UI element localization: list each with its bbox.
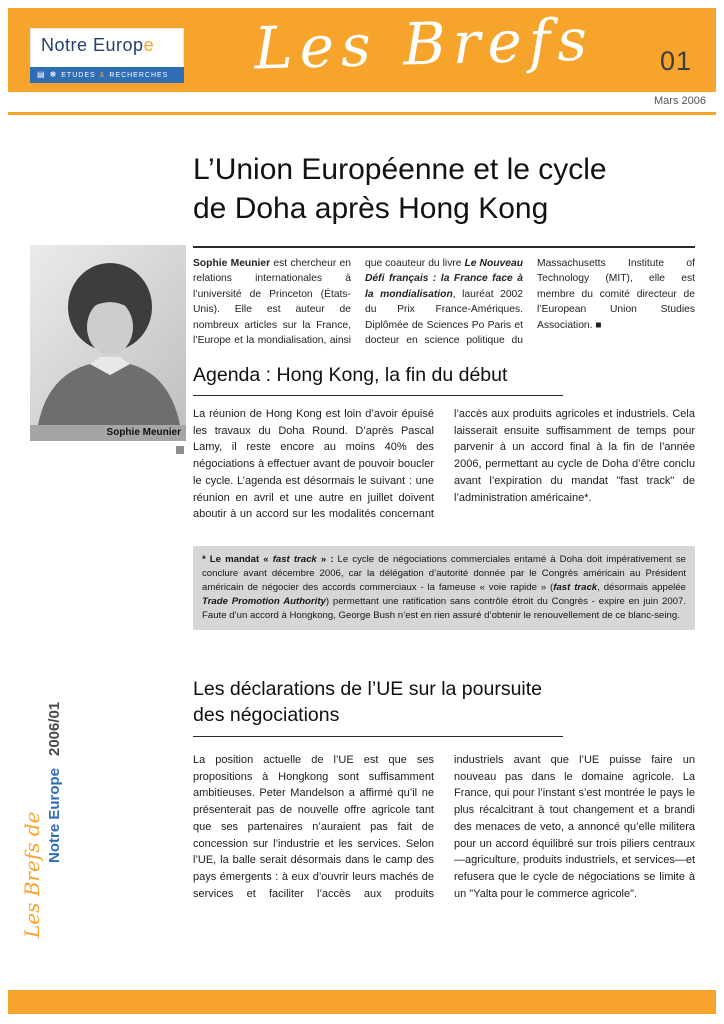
sidebar-issue-number: 2006/01 [46,701,63,756]
bio-end-marker: ■ [595,319,602,331]
photo-marker-square [176,446,184,454]
sidebar-brand-line [46,688,63,863]
page-title-line2: de Doha après Hong Kong [193,192,549,225]
document-icon: ▤ [37,70,46,79]
header-band [8,5,716,92]
footnote-label-2: » : [316,554,338,565]
bio-book-title: Le Nouveau Défi français : la France face à la mondialisation [365,258,523,300]
footnote-fast-track-1: fast track [272,554,317,565]
author-photo [30,245,186,425]
section-body-agenda: La réunion de Hong Kong est loin d’avoir épuisé les travaux du Doha Round. D’après Pascal Lamy, il reste encore au moins 40% des négociations à effectuer avant de pouvoir boucler le cycle. L’agenda est désormais le suivant : une réunion en avril et une autre en juillet doivent aboutir à un accord sur les modalités concernant l’accès aux produits agricoles et industriels. Cela laisserait ensuite suffisamment de temps pour parvenir à un accord final à la fin de l’année 2006, permettant au cycle de Doha d’être conclu avant l’expiration du mandat "fast track" de l’administration américaine*. [193,408,695,521]
logo-tagline-strip [30,67,184,83]
logo-tagline-pre: ETUDES [61,71,96,79]
sidebar-brand-notre-europe: Notre Europe [46,767,63,863]
author-photo-block [30,245,186,454]
page-title [193,150,709,228]
bio-text-1: est chercheur en relations internationales à l’université de Princeton (États-Unis). Elle est auteur de nombreux articles sur la France, l’Europe et la mondialisation, ainsi que coauteur du livre [193,258,465,347]
logo-wordmark [30,28,184,56]
les-brefs-script-title: Les Brefs [253,5,595,83]
logo-tagline-amp: & [99,71,106,79]
author-bio [193,246,695,349]
section-heading-agenda: Agenda : Hong Kong, la fin du début [193,362,563,396]
logo-wordmark-accent: e [143,35,155,55]
sun-icon: ❋ [49,70,58,79]
section-body-declarations: La position actuelle de l’UE est que ses propositions à Hongkong sont suffisamment ambitieuses. Peter Mandelson a affirmé qu’il ne présenterait pas de nouvelle offre agricole tant que ses partenaires n’auraient pas fait de concession sur l’industrie et les services. Selon l’UE, la balle serait désormais dans le camp des pays émergents : à eux d’ouvrir leurs machés de services et faciliter l’accès aux produits industriels avant que l’UE puisse faire un nouveau pas dans le domaine agricole. La France, qui pour l’instant s’est montrée le pays le plus récalcitrant à tout changement et a brandi des menaces de veto, a annoncé qu’elle militera pour un accord équilibré sur trois piliers centraux—agriculture, produits industriels, et services—et refusera que le cycle de négociations se limite à un "Yalta pour le commerce agricole". [193,754,695,900]
footnote-text-1: Le cycle de négociations commerciales entamé à Doha doit impérativement se conclure avant décembre 2006, car la délégation d’autorité donnée par le Congrès américain au Président américain de négocier des accords commerciaux - la fameuse « voie rapide » ( [202,554,686,593]
footnote-box [193,546,695,630]
section-heading-declarations: Les déclarations de l’UE sur la poursuite des négociations [193,676,563,737]
header-rule [8,112,716,115]
issue-date: Mars 2006 [654,95,706,107]
footnote-text-3: ) permettant une ratification sans contrôle étroit du Congrès - expire en juin 2007. Faute d’un accord à Hongkong, George Bush n’est en rien assuré d’obtenir le renouvellement de ce blanc-seing. [202,595,686,621]
footnote-label-1: * Le mandat « [202,554,273,565]
footnote-text-2: , désormais appelée [597,581,686,593]
notre-europe-logo [30,28,184,83]
page-title-line1: L’Union Européenne et le cycle [193,153,607,186]
bio-author-name: Sophie Meunier [193,258,274,269]
footnote-fast-track-2: fast track [553,581,598,593]
sidebar-script-les-brefs: Les Brefs de [20,811,44,938]
issue-number: 01 [659,46,692,76]
photo-caption: Sophie Meunier [30,425,186,441]
footnote-tpa: Trade Promotion Authority [202,595,326,607]
logo-tagline-post: RECHERCHES [109,71,169,79]
bio-text-2: , lauréat 2002 du Prix France-Amériques. Diplômée de Sciences Po Paris et docteur en science politique du Massachusetts Institute of Technology (MIT), elle est membre du comité directeur de l’European Union Studies Association. [365,258,695,347]
logo-wordmark-main: Notre Europ [41,35,144,55]
footer-band [8,990,716,1014]
